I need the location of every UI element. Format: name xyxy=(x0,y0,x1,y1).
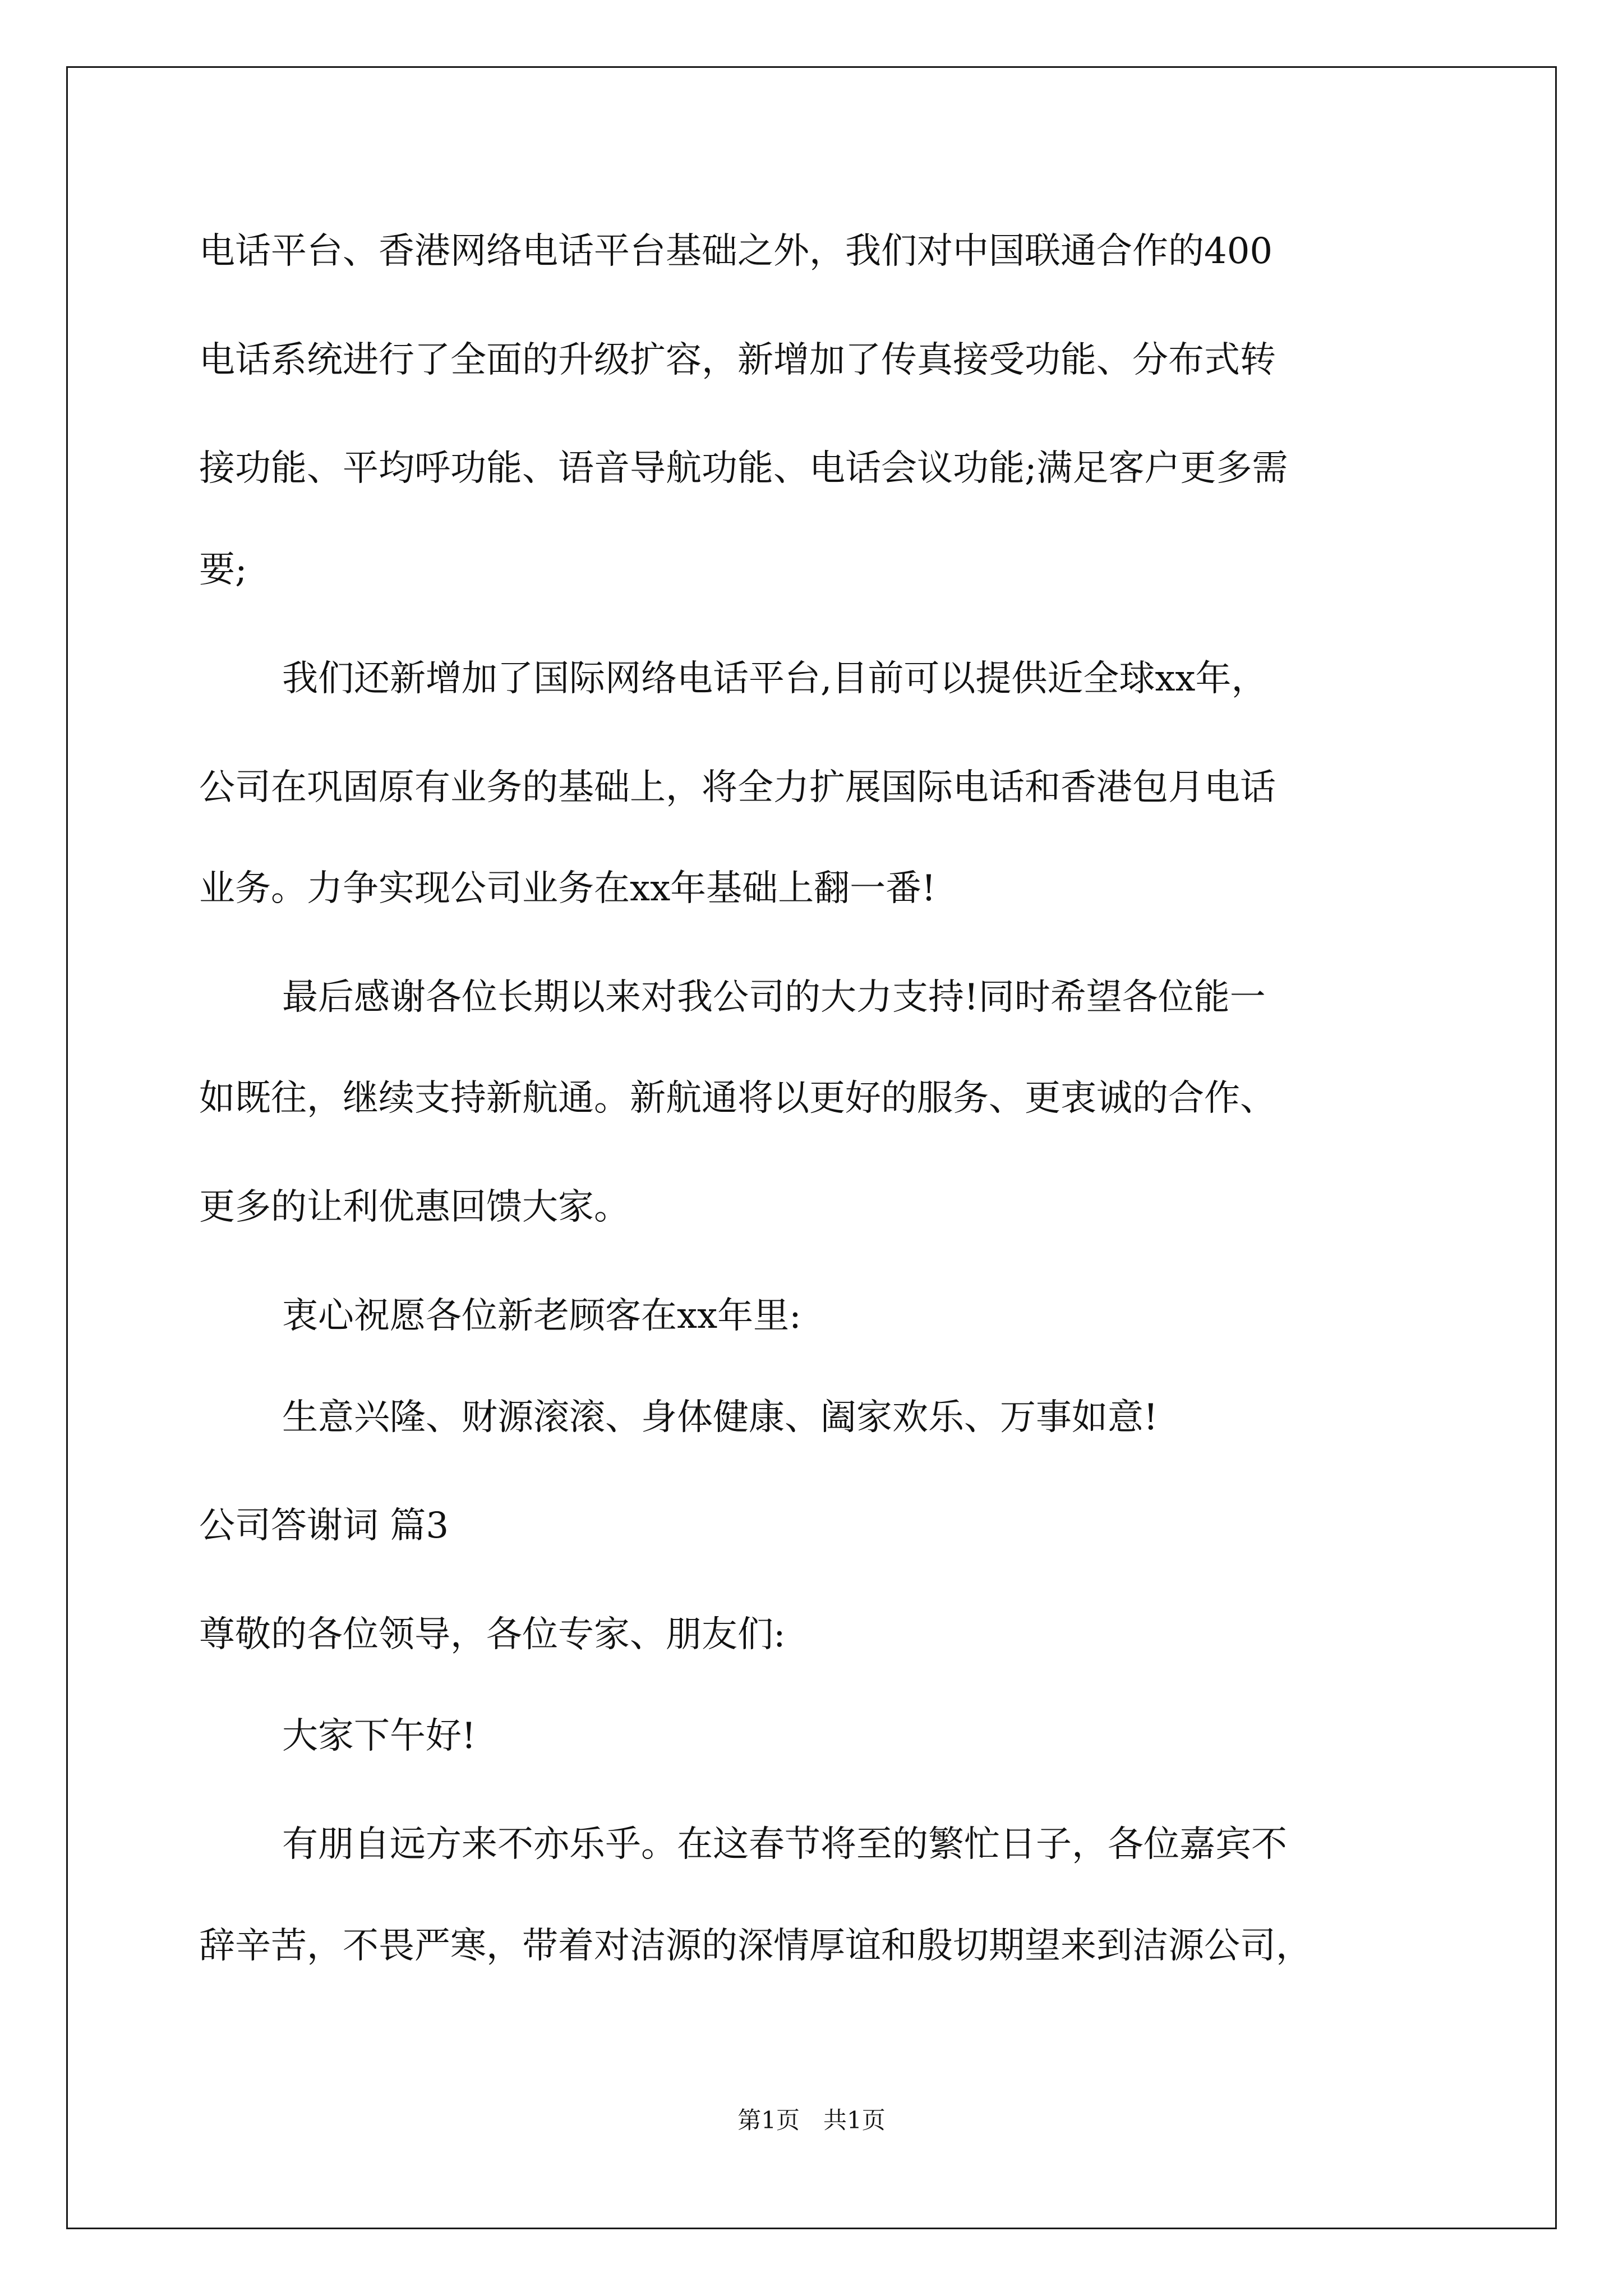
greeting: 大家下午好! xyxy=(282,1715,476,1757)
text-line: 电话系统进行了全面的升级扩容，新增加了传真接受功能、分布式转 xyxy=(199,339,1276,381)
page-footer xyxy=(0,2104,1623,2137)
paragraph-first-line: 我们还新增加了国际网络电话平台,目前可以提供近全球xx年， xyxy=(282,658,1267,700)
paragraph-first-line: 最后感谢各位长期以来对我公司的大力支持!同时希望各位能一 xyxy=(282,977,1266,1018)
text-line: 要; xyxy=(199,549,247,591)
text-line: 如既往，继续支持新航通。新航通将以更好的服务、更衷诚的合作、 xyxy=(199,1078,1276,1119)
page-number: 第1页 xyxy=(737,2106,800,2134)
text-line: 业务。力争实现公司业务在xx年基础上翻一番! xyxy=(199,868,936,909)
paragraph-first-line: 衷心祝愿各位新老顾客在xx年里: xyxy=(282,1295,801,1337)
text-line: 公司在巩固原有业务的基础上，将全力扩展国际电话和香港包月电话 xyxy=(199,767,1276,808)
text-line: 辞辛苦，不畏严寒，带着对洁源的深情厚谊和殷切期望来到洁源公司， xyxy=(199,1925,1312,1967)
paragraph-first-line: 有朋自远方来不亦乐乎。在这春节将至的繁忙日子，各位嘉宾不 xyxy=(282,1824,1287,1865)
text-line: 更多的让利优惠回馈大家。 xyxy=(199,1186,630,1228)
page-total: 共1页 xyxy=(823,2106,886,2134)
section-heading: 公司答谢词 篇3 xyxy=(199,1505,449,1547)
text-line: 接功能、平均呼功能、语音导航功能、电话会议功能;满足客户更多需 xyxy=(199,448,1288,489)
page-border xyxy=(66,66,1557,2229)
salutation: 尊敬的各位领导，各位专家、朋友们: xyxy=(199,1614,786,1655)
text-line: 电话平台、香港网络电话平台基础之外，我们对中国联通合作的400 xyxy=(199,231,1273,272)
paragraph-first-line: 生意兴隆、财源滚滚、身体健康、阖家欢乐、万事如意! xyxy=(282,1397,1158,1438)
